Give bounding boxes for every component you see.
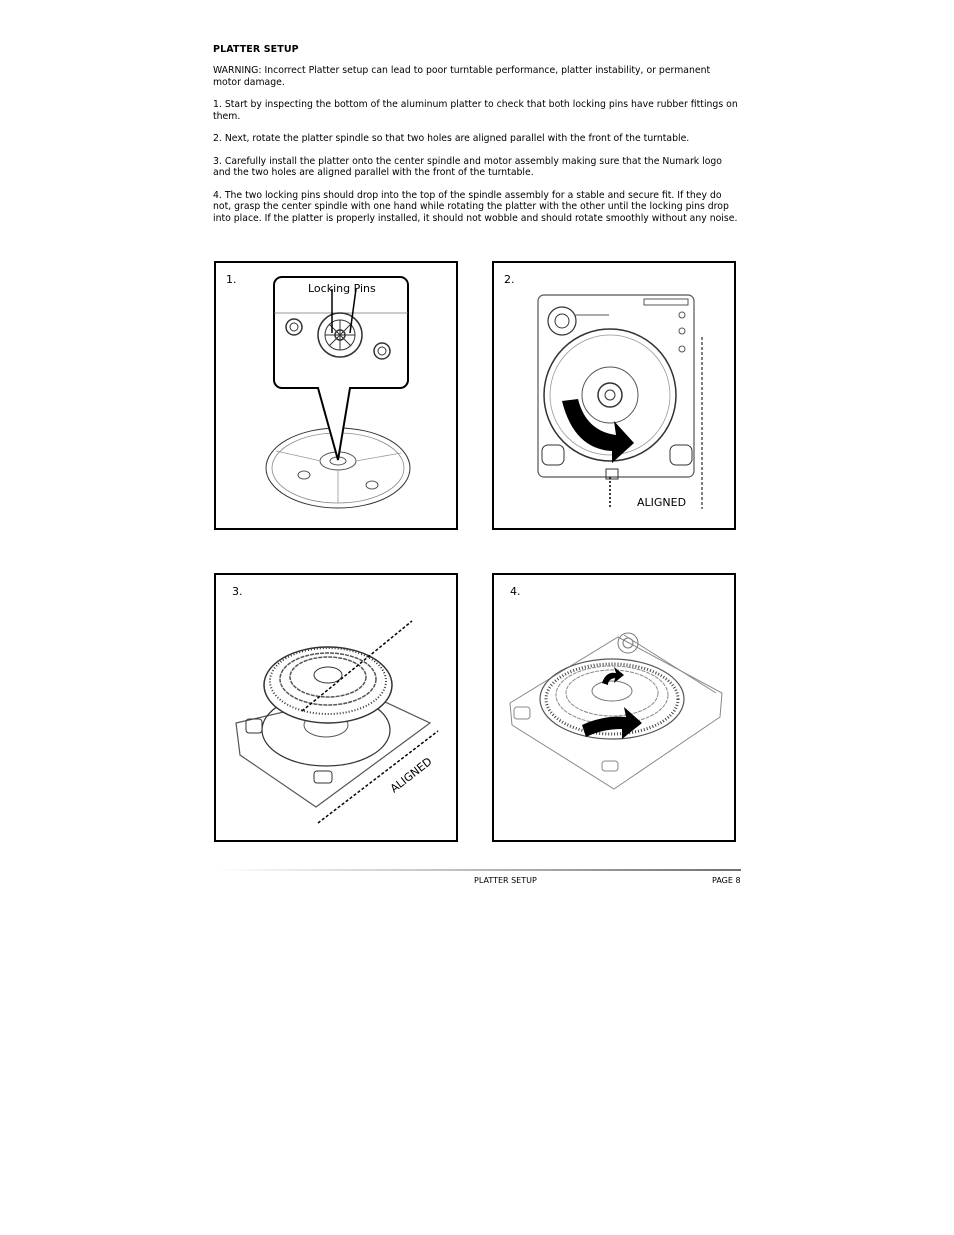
aligned-label: ALIGNED [637, 496, 687, 509]
figure-1-panel [214, 261, 458, 530]
locking-pins-label: Locking Pins [308, 282, 376, 295]
figure-4-panel [492, 573, 736, 842]
step-1-paragraph: 1. Start by inspecting the bottom of the aluminum platter to check that both locking pins have rubber fittings on them. [213, 99, 738, 122]
warning-paragraph: WARNING: Incorrect Platter setup can lead to poor turntable performance, platter instability, or permanent motor damage. [213, 65, 711, 88]
footer-section-title: PLATTER SETUP [474, 876, 537, 885]
section-title: PLATTER SETUP [213, 44, 299, 55]
platter-underside-diagram-icon [216, 263, 458, 530]
figure-2-number: 2. [504, 273, 515, 286]
platter-rotate-diagram-icon [494, 575, 736, 842]
figure-1-number: 1. [226, 273, 237, 286]
step-2-paragraph: 2. Next, rotate the platter spindle so that two holes are aligned parallel with the front of the turntable. [213, 133, 690, 144]
figure-2-panel [492, 261, 736, 530]
aligned-label-rotated: ALIGNED [387, 754, 435, 796]
platter-install-diagram-icon [216, 575, 458, 842]
page-number: PAGE 8 [712, 876, 741, 885]
document-body [213, 44, 740, 235]
figure-3-number: 3. [232, 585, 243, 598]
step-3-paragraph: 3. Carefully install the platter onto the center spindle and motor assembly making sure that the Numark logo and the two holes are aligned parallel with the front of the turntable. [213, 155, 722, 178]
figure-4-number: 4. [510, 585, 521, 598]
turntable-top-view-diagram-icon [494, 263, 736, 530]
step-4-paragraph: 4. The two locking pins should drop into the top of the spindle assembly for a stable and secure fit. If they do not, grasp the center spindle with one hand while rotating the platter with the other until the locking pins drop into place. If the platter is properly installed, it should not wobble and should rotate smoothly without any noise. [213, 189, 738, 224]
figure-3-panel [214, 573, 458, 842]
footer-divider [213, 869, 741, 871]
